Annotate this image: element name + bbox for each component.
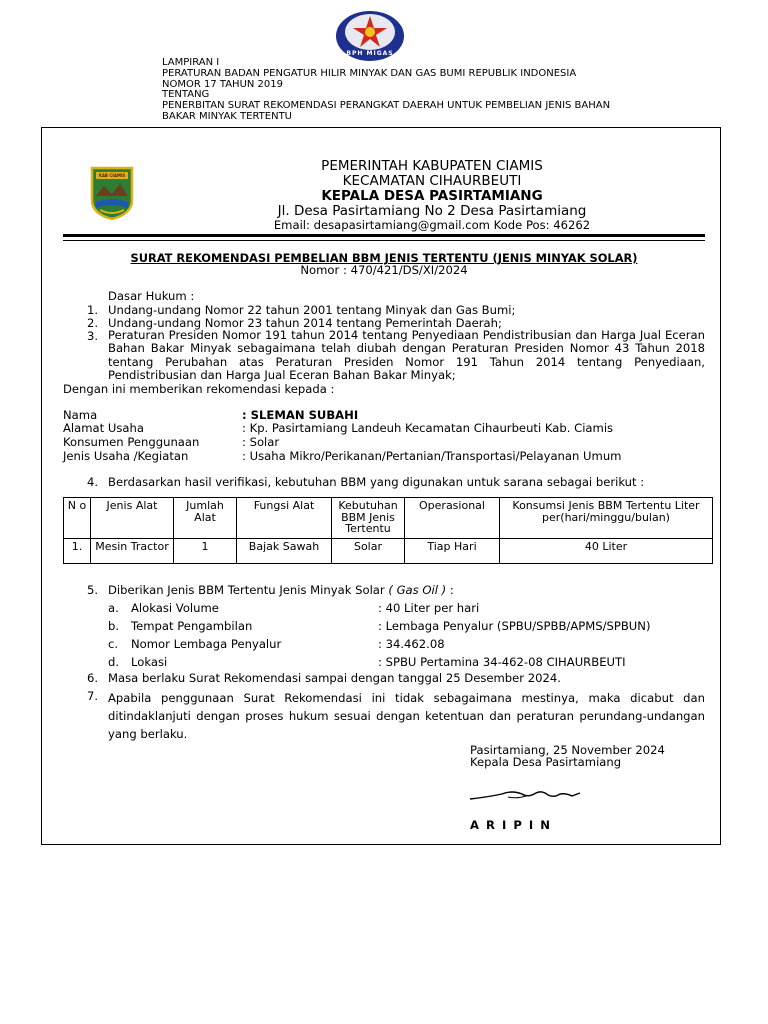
kop-rule-thin <box>63 240 705 241</box>
table-cell: 40 Liter <box>500 539 713 564</box>
sub5-label: Alokasi Volume <box>131 601 219 615</box>
point-6-text: Masa berlaku Surat Rekomendasi sampai dengan tanggal 25 Desember 2024. <box>108 671 561 685</box>
sub5-value: : 40 Liter per hari <box>378 601 480 615</box>
table-header: Jenis Alat <box>91 498 174 539</box>
intro-text: Dengan ini memberikan rekomendasi kepada : <box>63 382 335 396</box>
kop-line-1: PEMERINTAH KABUPATEN CIAMIS <box>321 158 543 174</box>
sub5-value: : 34.462.08 <box>378 637 445 651</box>
sub5-letter: c. <box>108 637 119 651</box>
bph-migas-logo <box>334 10 406 62</box>
kebutuhan-table <box>63 497 713 564</box>
sub5-label: Tempat Pengambilan <box>131 619 253 633</box>
sign-place-date: Pasirtamiang, 25 November 2024 <box>470 743 665 757</box>
signature-scribble <box>468 784 588 806</box>
id-value-nama: : SLEMAN SUBAHI <box>242 408 359 422</box>
table-header: Kebutuhan BBM Jenis Tertentu <box>332 498 405 539</box>
id-label: Jenis Usaha /Kegiatan <box>63 449 189 463</box>
sign-nama: A R I P I N <box>470 818 552 832</box>
sub5-label: Lokasi <box>131 655 168 669</box>
table-cell: Tiap Hari <box>405 539 500 564</box>
gas-oil-italic: ( Gas Oil ) <box>388 583 447 597</box>
id-label: Alamat Usaha <box>63 421 144 435</box>
table-cell: 1 <box>174 539 237 564</box>
sub5-value: : Lembaga Penyalur (SPBU/SPBB/APMS/SPBUN) <box>378 619 651 633</box>
table-header: Jumlah Alat <box>174 498 237 539</box>
sub5-label: Nomor Lembaga Penyalur <box>131 637 282 651</box>
table-row <box>64 539 713 564</box>
logo-text: KAB CIAMIS <box>98 173 126 178</box>
point-5-line <box>108 583 454 597</box>
sub5-letter: b. <box>108 619 120 633</box>
point-5-end: : <box>446 583 454 597</box>
dasar-text: Peraturan Presiden Nomor 191 tahun 2014 tentang Penyediaan Pendistribusian dan Harga Jual Eceran Bahan Bakar Minyak sebagaimana telah diubah dengan Peraturan Presiden Nomor 43 Tahun 2018 tentang Perubahan atas Peraturan Presiden Nomor 191 Tahun 2014 tentang Penyediaan, Pendistribusian dan Harga Jual Eceran Bahan Bakar Minyak; <box>108 328 705 383</box>
sign-jabatan: Kepala Desa Pasirtamiang <box>470 755 622 769</box>
lampiran-line: PENERBITAN SURAT REKOMENDASI PERANGKAT DAERAH UNTUK PEMBELIAN JENIS BAHAN <box>162 100 611 112</box>
id-value: : Kp. Pasirtamiang Landeuh Kecamatan Cihaurbeuti Kab. Ciamis <box>242 421 614 435</box>
table-cell: Bajak Sawah <box>237 539 332 564</box>
kop-line-3: KEPALA DESA PASIRTAMIANG <box>321 188 543 204</box>
lampiran-block <box>162 58 610 123</box>
lampiran-line: LAMPIRAN I <box>162 57 220 68</box>
letter-title: SURAT REKOMENDASI PEMBELIAN BBM JENIS TERTENTU (JENIS MINYAK SOLAR) <box>130 251 638 265</box>
point-5-text: Diberikan Jenis BBM Tertentu Jenis Minyak Solar <box>108 583 389 597</box>
emblem-text: BPH MIGAS <box>346 50 394 57</box>
table-header: N o <box>64 498 91 539</box>
sub5-letter: d. <box>108 655 120 669</box>
sub5-value: : SPBU Pertamina 34-462-08 CIHAURBEUTI <box>378 655 626 669</box>
dasar-num: 1. <box>87 303 99 317</box>
table-cell: 1. <box>64 539 91 564</box>
kop-rule-thick <box>63 234 705 237</box>
kop-line-5: Email: desapasirtamiang@gmail.com Kode Pos: 46262 <box>273 218 591 232</box>
letter-number: Nomor : 470/421/DS/XI/2024 <box>300 263 468 277</box>
id-label: Konsumen Penggunaan <box>63 435 200 449</box>
sub5-letter: a. <box>108 601 119 615</box>
point-6-num: 6. <box>87 671 99 685</box>
table-header: Konsumsi Jenis BBM Tertentu Liter per(hari/minggu/bulan) <box>500 498 713 539</box>
dasar-text: Undang-undang Nomor 23 tahun 2014 tentang Pemerintah Daerah; <box>108 316 502 330</box>
point-7-num: 7. <box>87 689 99 703</box>
dasar-hukum-heading: Dasar Hukum : <box>108 289 195 303</box>
table-cell: Solar <box>332 539 405 564</box>
id-label: Nama <box>63 408 98 422</box>
dasar-num: 3. <box>87 329 99 343</box>
kop-line-4: Jl. Desa Pasirtamiang No 2 Desa Pasirtamiang <box>277 203 587 219</box>
lampiran-line: NOMOR 17 TAHUN 2019 <box>162 78 284 90</box>
id-value: : Solar <box>242 435 280 449</box>
point-5-num: 5. <box>87 583 99 597</box>
point-4-text: Berdasarkan hasil verifikasi, kebutuhan BBM yang digunakan untuk sarana sebagai berikut : <box>108 475 645 489</box>
lampiran-line: PERATURAN BADAN PENGATUR HILIR MINYAK DAN GAS BUMI REPUBLIK INDONESIA <box>162 67 577 79</box>
kop-line-2: KECAMATAN CIHAURBEUTI <box>342 173 522 189</box>
dasar-text: Undang-undang Nomor 22 tahun 2001 tentang Minyak dan Gas Bumi; <box>108 303 516 317</box>
point-7-text: Apabila penggunaan Surat Rekomendasi ini tidak sebagaimana mestinya, maka dicabut dan ditindaklanjuti dengan proses hukum sesuai dengan ketentuan dan peraturan perundang-undangan yang berlaku. <box>108 691 705 741</box>
table-header: Fungsi Alat <box>237 498 332 539</box>
table-header: Operasional <box>405 498 500 539</box>
id-value: : Usaha Mikro/Perikanan/Pertanian/Transportasi/Pelayanan Umum <box>242 449 622 463</box>
dasar-num: 2. <box>87 316 99 330</box>
lampiran-line: TENTANG <box>162 89 210 101</box>
point-4-num: 4. <box>87 475 99 489</box>
ciamis-logo <box>90 166 134 220</box>
table-cell: Mesin Tractor <box>91 539 174 564</box>
lampiran-line: BAKAR MINYAK TERTENTU <box>162 110 292 122</box>
